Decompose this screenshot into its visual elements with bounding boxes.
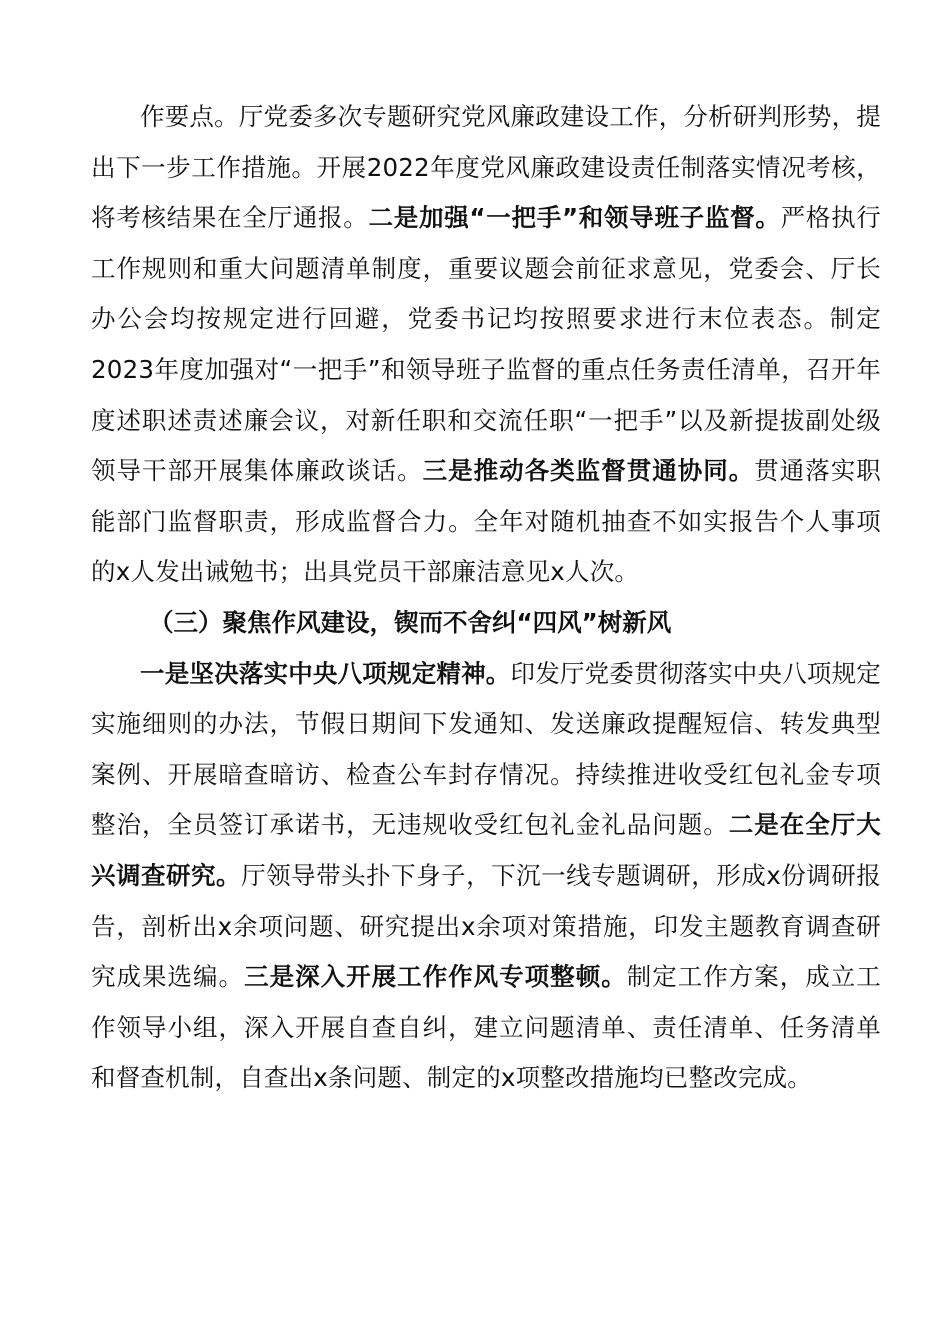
document-page — [91, 92, 881, 1104]
section-heading-3: （三）聚焦作风建设，锲而不舍纠“四风”树新风 — [149, 607, 672, 637]
bold-point-3: 三是深入开展工作作风专项整顿。 — [244, 962, 627, 992]
paragraph-text: 严格执行工作规则和重大问题清单制度，重要议题会前征求意见，党委会、厅长办公会均按规定进行回避，党委书记均按照要求进行末位表态。制定2023年度加强对“一把手”和领导班子监督的重点任务责任清单，召开年度述职述责述廉会议，对新任职和交流任职“一把手”以及新提拔副处级领导干部开展集体廉政谈话。 — [91, 203, 881, 486]
paragraph-work-style — [91, 649, 881, 1104]
paragraph-text: 作要点。厅党委多次专题研究党风廉政建设工作，分析研判形势，提出下一步工作措施。开展2022年度党风廉政建设责任制落实情况考核，将考核结果在全厅通报。 — [91, 102, 881, 233]
bold-point-2: 二是在全厅大兴调查研究。 — [91, 810, 881, 890]
bold-point-3: 三是推动各类监督贯通协同。 — [422, 456, 755, 486]
paragraph-text: 贯通落实职能部门监督职责，形成监督合力。全年对随机抽查不如实报告个人事项的x人发出诫勉书；出具党员干部廉洁意见x人次。 — [91, 456, 881, 587]
bold-point-1: 一是坚决落实中央八项规定精神。 — [140, 658, 511, 688]
paragraph-text: 制定工作方案，成立工作领导小组，深入开展自查自纠，建立问题清单、责任清单、任务清单和督查机制，自查出x条问题、制定的x项整改措施均已整改完成。 — [91, 962, 882, 1093]
paragraph-text: 厅领导带头扑下身子，下沉一线专题调研，形成x份调研报告，剖析出x余项问题、研究提出x余项对策措施，印发主题教育调查研究成果选编。 — [91, 860, 881, 992]
bold-point-2: 二是加强“一把手”和领导班子监督。 — [368, 203, 781, 233]
paragraph-text: 印发厅党委贯彻落实中央八项规定实施细则的办法，节假日期间下发通知、发送廉政提醒短信、转发典型案例、开展暗查暗访、检查公车封存情况。持续推进收受红包礼金专项整治，全员签订承诺书，无违规收受红包礼金礼品问题。 — [91, 658, 881, 840]
paragraph-supervision — [91, 92, 881, 598]
